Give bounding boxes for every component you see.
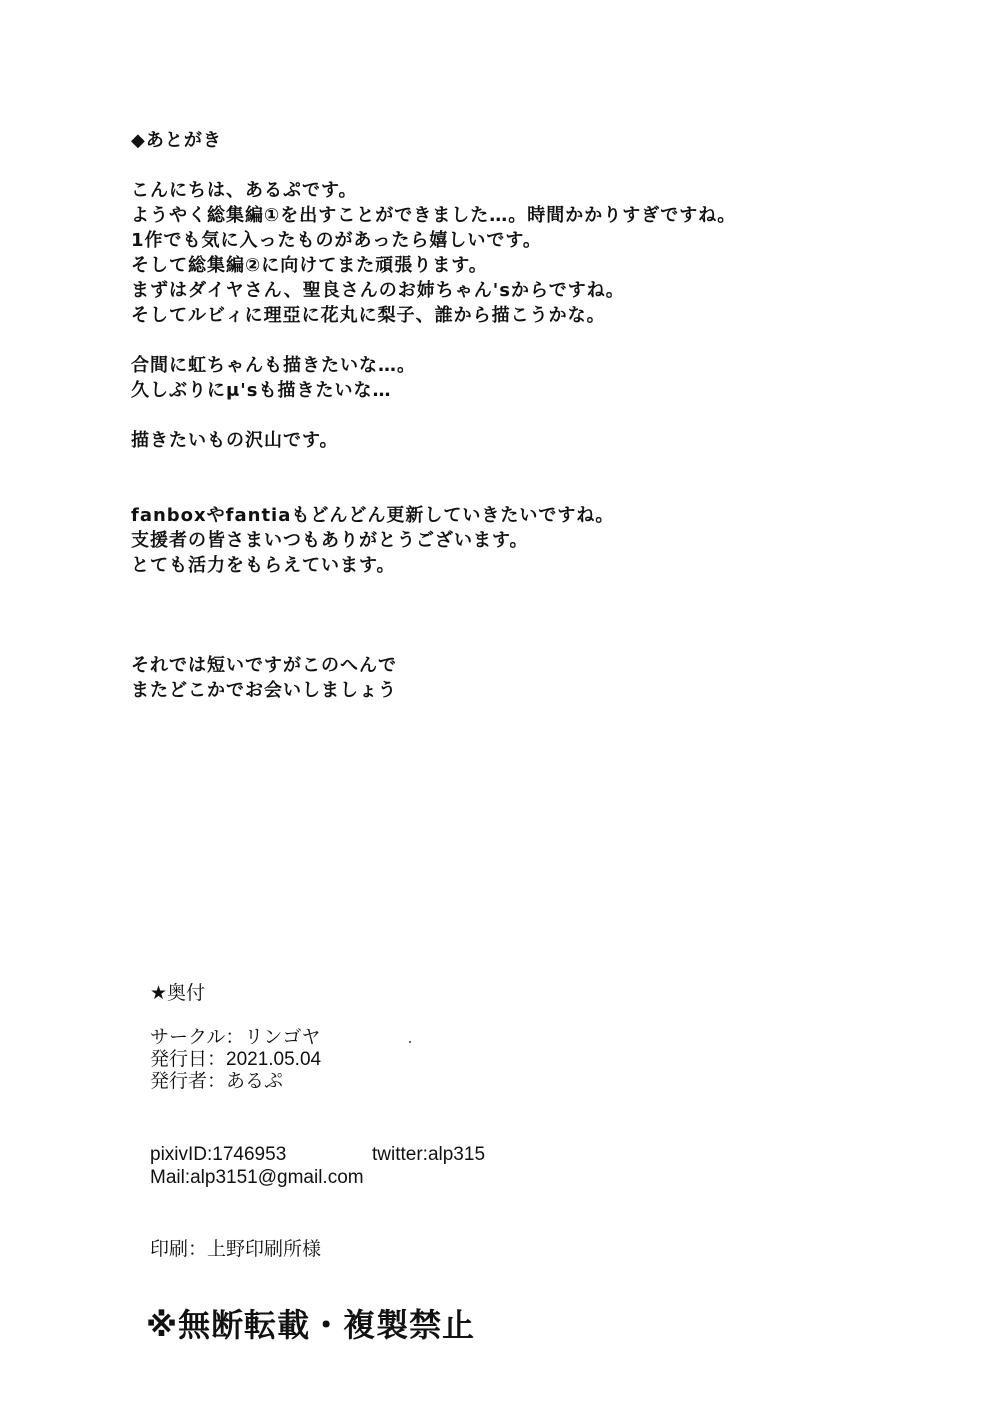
- afterword-line: こんにちは、あるぷです。: [131, 180, 358, 201]
- colophon-spacer: [150, 1005, 321, 1027]
- afterword-heading: ◆あとがき: [131, 130, 222, 151]
- twitter-handle: twitter:alp315: [372, 1144, 486, 1165]
- afterword-line: 描きたいもの沢山です。: [131, 430, 339, 451]
- afterword-line: [131, 628, 736, 653]
- afterword-text: [131, 128, 736, 703]
- afterword-line: そして総集編②に向けてまた頑張ります。: [131, 255, 488, 276]
- colophon-heading: ★奥付: [150, 983, 206, 1004]
- afterword-line: それでは短いですがこのへんで: [131, 655, 397, 676]
- reprint-warning: ※無断転載・複製禁止: [146, 1306, 476, 1344]
- mail-address: Mail:alp3151@gmail.com: [150, 1167, 364, 1188]
- afterword-line: [131, 453, 736, 478]
- afterword-line: そしてルビィに理亞に花丸に梨子、誰から描こうかな。: [131, 305, 606, 326]
- afterword-line: とても活力をもらえています。: [131, 555, 396, 576]
- printer: 印刷：上野印刷所様: [150, 1239, 322, 1260]
- afterword-line: fanboxやfantiaもどんどん更新していきたいですね。: [131, 505, 615, 526]
- colophon-date: 発行日：2021.05.04: [150, 1049, 322, 1070]
- afterword-line: [131, 403, 736, 428]
- colophon: [150, 983, 321, 1093]
- afterword-line: [131, 578, 736, 603]
- colophon-publisher: 発行者：あるぷ: [150, 1071, 284, 1092]
- afterword-line: 1作でも気に入ったものがあったら嬉しいです。: [131, 230, 542, 251]
- afterword-line: ようやく総集編①を出すことができました…。時間かかりすぎですね。: [131, 205, 737, 226]
- afterword-line: [131, 328, 736, 353]
- afterword-line: まずはダイヤさん、聖良さんのお姉ちゃん'sからですね。: [131, 280, 625, 301]
- stray-dot: [409, 1041, 411, 1043]
- afterword-line: 久しぶりにμ'sも描きたいな…: [131, 380, 392, 401]
- afterword-line: [131, 153, 736, 178]
- afterword-line: [131, 478, 736, 503]
- afterword-line: 支援者の皆さまいつもありがとうございます。: [131, 530, 529, 551]
- colophon-circle: サークル：リンゴヤ: [150, 1027, 321, 1048]
- afterword-line: 合間に虹ちゃんも描きたいな…。: [131, 355, 416, 376]
- pixiv-id: pixivID:1746953: [150, 1144, 287, 1165]
- afterword-line: [131, 603, 736, 628]
- afterword-line: またどこかでお会いしましょう: [131, 680, 397, 701]
